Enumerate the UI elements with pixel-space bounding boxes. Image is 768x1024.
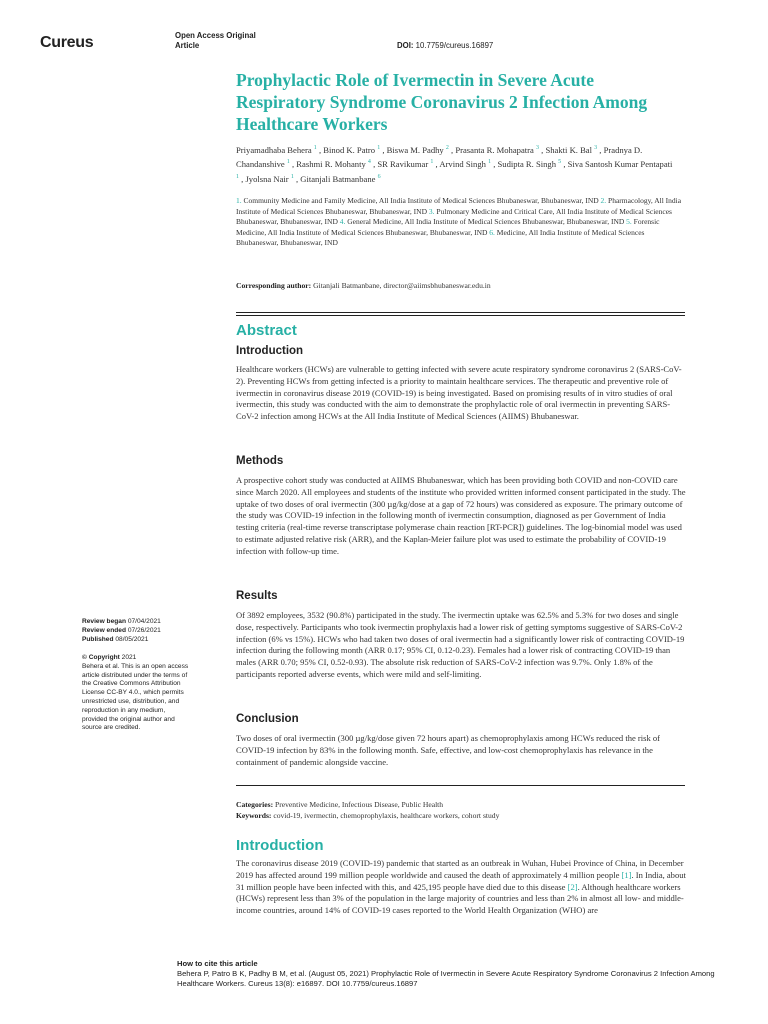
abstract-introduction-heading: Introduction	[236, 345, 304, 357]
author-affiliation-ref: 4	[367, 159, 371, 166]
author-affiliation-ref: 3	[594, 145, 598, 151]
article-type	[175, 31, 295, 51]
abstract-heading: Abstract	[236, 322, 297, 339]
abstract-conclusion-text: Two doses of oral ivermectin (300 µg/kg/dose given 72 hours apart) as chemoprophylaxis among HCWs reduced the risk of COVID-19 infection by 83% in the following month. Safe, effective, and low-cost chemoprophylaxis has relevance in the containment of pandemic alongside vaccine.	[236, 733, 660, 767]
paper-title: Prophylactic Role of Ivermectin in Severe Acute Respiratory Syndrome Coronavirus 2 Infection Among Healthcare Workers	[236, 70, 648, 134]
abstract-methods-text: A prospective cohort study was conducted at AIIMS Bhubaneswar, which has been providing both COVID and non-COVID care since March 2020. All employees and students of the institute who provided written informed consent participated in the study. The uptake of two doses of oral ivermectin (300 µg/kg/dose at a gap of 72 hours) was considered as exposure. The primary outcome of the study was COVID-19 infection in the following month of ivermectin consumption, diagnosed as per Government of India testing criteria (real-time reverse transcriptase polymerase chain reaction [RT-PCR]) guidelines. The log-binomial model was used to estimate adjusted relative risk (ARR), and the Kaplan-Meier failure plot was used to estimate the probability of COVID-19 infection with follow-up time.	[236, 475, 686, 556]
author-affiliation-ref: 2	[445, 145, 449, 151]
cite-text: Behera P, Patro B K, Padhy B M, et al. (August 05, 2021) Prophylactic Role of Ivermectin in Severe Acute Respiratory Syndrome Coronavirus 2 Infection Among Healthcare Workers. Cureus 13(8): e16897. DOI 10.7759/cureus.16897	[177, 969, 715, 988]
abstract-results-heading: Results	[236, 590, 278, 602]
affiliation-number: 1.	[236, 196, 244, 205]
author-affiliation-ref: 1	[286, 159, 290, 166]
author-name: Rashmi R. Mohanty $^4$	[296, 159, 371, 170]
affiliation-number: 6.	[489, 227, 497, 237]
author-name: SR Ravikumar $^1$	[377, 159, 434, 170]
abstract-conclusion-heading: Conclusion	[236, 713, 299, 725]
abstract-results-text: Of 3892 employees, 3532 (90.8%) participated in the study. The ivermectin uptake was 62.5% and 5.3% for two doses and single dose, respectively. Participants who took ivermectin prophylaxis had a lower risk of getting symptoms suggestive of SARS-CoV-2 infection (6% vs 15%). HCWs who had taken two doses of oral ivermectin had a significantly lower risk of contracting COVID-19 infection during the following month (ARR 0.17; 95% CI, 0.12-0.23). Females had a lower risk of contracting COVID-19 than males (ARR 0.70; 95% CI, 0.52-0.93). The absolute risk reduction of SARS-CoV-2 infection was 9.7%. Only 1.8% of the participants reported adverse events, which were mild and self-limiting.	[236, 610, 685, 679]
corresponding-label: Corresponding author:	[236, 281, 312, 290]
doi-value[interactable]: 10.7759/cureus.16897	[415, 41, 494, 50]
reference-link[interactable]: [2]	[567, 881, 578, 892]
journal-logo: Cureus	[40, 34, 94, 51]
author-name: Prasanta R. Mohapatra $^3$	[455, 144, 539, 155]
author-affiliation-ref: 1	[377, 145, 381, 151]
author-affiliation-ref: 1	[290, 173, 294, 180]
corresponding-author	[236, 281, 686, 290]
copyright-block	[82, 654, 192, 733]
affiliation-number: 3.	[428, 206, 437, 216]
abstract-introduction-text: Healthcare workers (HCWs) are vulnerable to getting infected with severe acute respiratory syndrome coronavirus 2 (SARS-CoV-2). Preventing HCWs from getting infected is a priority to maintain healthcare services. The therapeutic and preventive role of ivermectin in coronavirus disease 2019 (COVID-19) is being investigated. Based on promising results of in vitro studies of oral ivermectin, this study was conducted with the aim to demonstrate the prophylactic role of oral ivermectin in preventing SARS-CoV-2 infection among HCWs at the All India Institute of Medical Sciences (AIIMS) Bhubaneswar.	[236, 364, 682, 422]
author-name: Jyolsna Nair $^1$	[245, 173, 294, 184]
categories-keywords	[236, 800, 686, 821]
author-affiliation-ref: 3	[536, 145, 539, 151]
affiliation-number: 4.	[339, 217, 348, 227]
doi-label: DOI:	[397, 41, 414, 50]
affiliation-text: Pharmacology, All India Institute of Medical Sciences Bhubaneswar, Bhubaneswar, IND	[236, 196, 682, 216]
corresponding-value[interactable]: Gitanjali Batmanbane, director@aiimsbhubaneswar.edu.in	[313, 281, 491, 290]
divider	[236, 785, 685, 786]
author-affiliation-ref: 1	[430, 159, 434, 166]
author-name: Priyamadhaba Behera $^1$	[236, 144, 317, 155]
affiliation-text: General Medicine, All India Institute of Medical Sciences Bhubaneswar, Bhubaneswar, IND	[347, 217, 627, 227]
author-name: Siva Santosh Kumar Pentapati $^1$	[236, 159, 673, 180]
abstract-methods-heading: Methods	[236, 455, 284, 467]
author-name: Binod K. Patro $^1$	[323, 144, 381, 155]
author-name: Gitanjali Batmanbane $^6$	[300, 173, 381, 184]
author-affiliation-ref: 1	[488, 159, 492, 166]
author-name: Shakti K. Bal $^3$	[545, 144, 598, 155]
affiliation-number: 5.	[626, 217, 634, 227]
review-dates	[82, 618, 192, 644]
author-name: Sudipta R. Singh $^5$	[497, 159, 562, 170]
author-list: Priyamadhaba Behera $^1$ , Binod K. Patro $^1$ , Biswa M. Padhy $^2$ , Prasanta R. Mohapatra $^3$ , Shakti K. Bal $^3$ , Pradnya D. Chandanshive $^1$ , Rashmi R. Mohanty $^4$ , SR Ravikumar $^1$ , Arvind Singh $^1$ , Sudipta R. Singh $^5$ , Siva Santosh Kumar Pentapati $^1$ , Jyolsna Nair $^1$ , Gitanjali Batmanbane $^6$	[236, 144, 673, 184]
doi-header	[397, 41, 493, 50]
published-date: Published 08/05/2021	[82, 635, 149, 643]
author-name: Biswa M. Padhy $^2$	[386, 144, 449, 155]
introduction-heading: Introduction	[236, 837, 324, 854]
reference-link[interactable]: [1]	[621, 869, 632, 880]
author-affiliation-ref: 5	[558, 159, 562, 166]
review-ended: Review ended 07/26/2021	[82, 626, 161, 634]
author-name: Arvind Singh $^1$	[439, 159, 492, 170]
divider	[236, 312, 685, 313]
review-began: Review began 07/04/2021	[82, 618, 161, 625]
article-type-line1: Open Access Original	[175, 31, 256, 40]
divider	[236, 315, 685, 316]
affiliation-text: Medicine, All India Institute of Medical Sciences Bhubaneswar, Bhubaneswar, IND	[236, 227, 645, 248]
author-name: Pradnya D. Chandanshive $^1$	[236, 144, 643, 170]
author-affiliation-ref: 1	[313, 145, 317, 151]
affiliations	[236, 196, 686, 249]
keywords: Keywords: covid-19, ivermectin, chemoprophylaxis, healthcare workers, cohort study	[236, 810, 500, 820]
affiliation-text: Pulmonary Medicine and Critical Care, All India Institute of Medical Sciences Bhubaneswar, Bhubaneswar, IND	[236, 206, 672, 227]
article-type-line2: Article	[175, 41, 200, 50]
affiliation-number: 2.	[600, 196, 609, 205]
how-to-cite	[177, 959, 737, 989]
copyright: © Copyright 2021	[82, 654, 137, 661]
categories: Categories: Preventive Medicine, Infectious Disease, Public Health	[236, 800, 444, 809]
author-affiliation-ref: 1	[236, 173, 239, 180]
introduction-text: The coronavirus disease 2019 (COVID-19) pandemic that started as an outbreak in Wuhan, Hubei Province of China, in December 2019 has affected around 199 million people worldwide and caused the death of approximately 4 million people [1]. In India, about 31 million people have been infected with this, and 425,195 people have died due to this disease [2]. Although healthcare workers (HCWs) represent less than 3% of the population in the large majority of countries and less than 2% in almost all low- and middle-income countries, around 14% of COVID-19 cases reported to the World Health Organization (WHO) are	[236, 858, 686, 916]
author-affiliation-ref: 6	[377, 173, 381, 180]
cite-label: How to cite this article	[177, 959, 258, 968]
affiliation-text: Forensic Medicine, All India Institute of Medical Sciences Bhubaneswar, Bhubaneswar, IND	[236, 217, 660, 237]
license-text: Behera et al. This is an open access article distributed under the terms of the Creative Commons Attribution License CC-BY 4.0., which permits unrestricted use, distribution, and reproduction in any medium, provided the original author and source are credited.	[82, 662, 189, 732]
affiliation-text: Community Medicine and Family Medicine, All India Institute of Medical Sciences Bhubaneswar, Bhubaneswar, IND	[243, 196, 601, 205]
